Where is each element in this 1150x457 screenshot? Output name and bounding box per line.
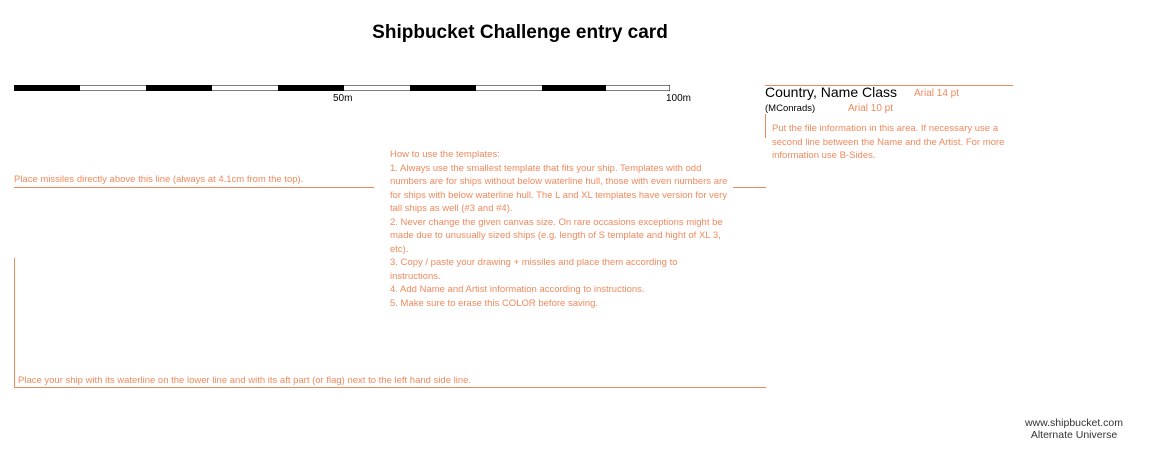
artist-name: (MConrads) (765, 103, 816, 114)
missile-line-left (14, 187, 374, 188)
country-name-class: Country, Name Class (765, 84, 898, 100)
instruction-step: 1. Always use the smallest template that fits your ship. Templates with odd numbers are for ships without below waterline hull, those with even numbers are for ships with below waterline hull. The L and XL templates have version for very tall ships as well (#3 and #4). (390, 162, 728, 214)
missile-instruction: Place missiles directly above this line (always at 4.1cm from the top). (14, 174, 304, 185)
scale-label-50m: 50m (333, 93, 353, 104)
scale-segment (14, 85, 80, 91)
instructions-heading: How to use the templates: (390, 149, 500, 160)
waterline (14, 387, 766, 388)
page-title: Shipbucket Challenge entry card (372, 22, 668, 43)
scale-segment (542, 85, 606, 91)
scale-segment (278, 85, 344, 91)
scale-bar (14, 85, 670, 91)
instruction-step: 3. Copy / paste your drawing + missiles and place them according to instructions. (390, 257, 678, 282)
scale-segment (410, 85, 476, 91)
file-info-note: Put the file information in this area. If necessary use a second line between the Name and the Artist. For more information use B-Sides. (772, 123, 1005, 161)
instruction-step: 4. Add Name and Artist information according to instructions. (390, 284, 645, 295)
scale-label-100m: 100m (666, 93, 692, 104)
missile-line-right (733, 187, 766, 188)
site-url: www.shipbucket.com (1024, 417, 1124, 429)
aft-line (14, 258, 15, 388)
template-instructions (390, 148, 730, 310)
scale-segment (146, 85, 212, 91)
info-left-line (765, 114, 766, 138)
footer (1000, 417, 1148, 441)
instruction-step: 5. Make sure to erase this COLOR before saving. (390, 297, 599, 309)
instruction-step: 2. Never change the given canvas size. On rare occasions exceptions might be made due to unusually sized ships (e.g. length of S template and hight of XL 3, etc). (390, 216, 723, 255)
font-hint-main: Arial 14 pt (914, 88, 960, 99)
ship-placement-instruction: Place your ship with its waterline on the lower line and with its aft part (or flag) next to the left hand side line. (18, 375, 472, 386)
font-hint-artist: Arial 10 pt (848, 103, 894, 114)
universe-label: Alternate Universe (1030, 429, 1118, 441)
